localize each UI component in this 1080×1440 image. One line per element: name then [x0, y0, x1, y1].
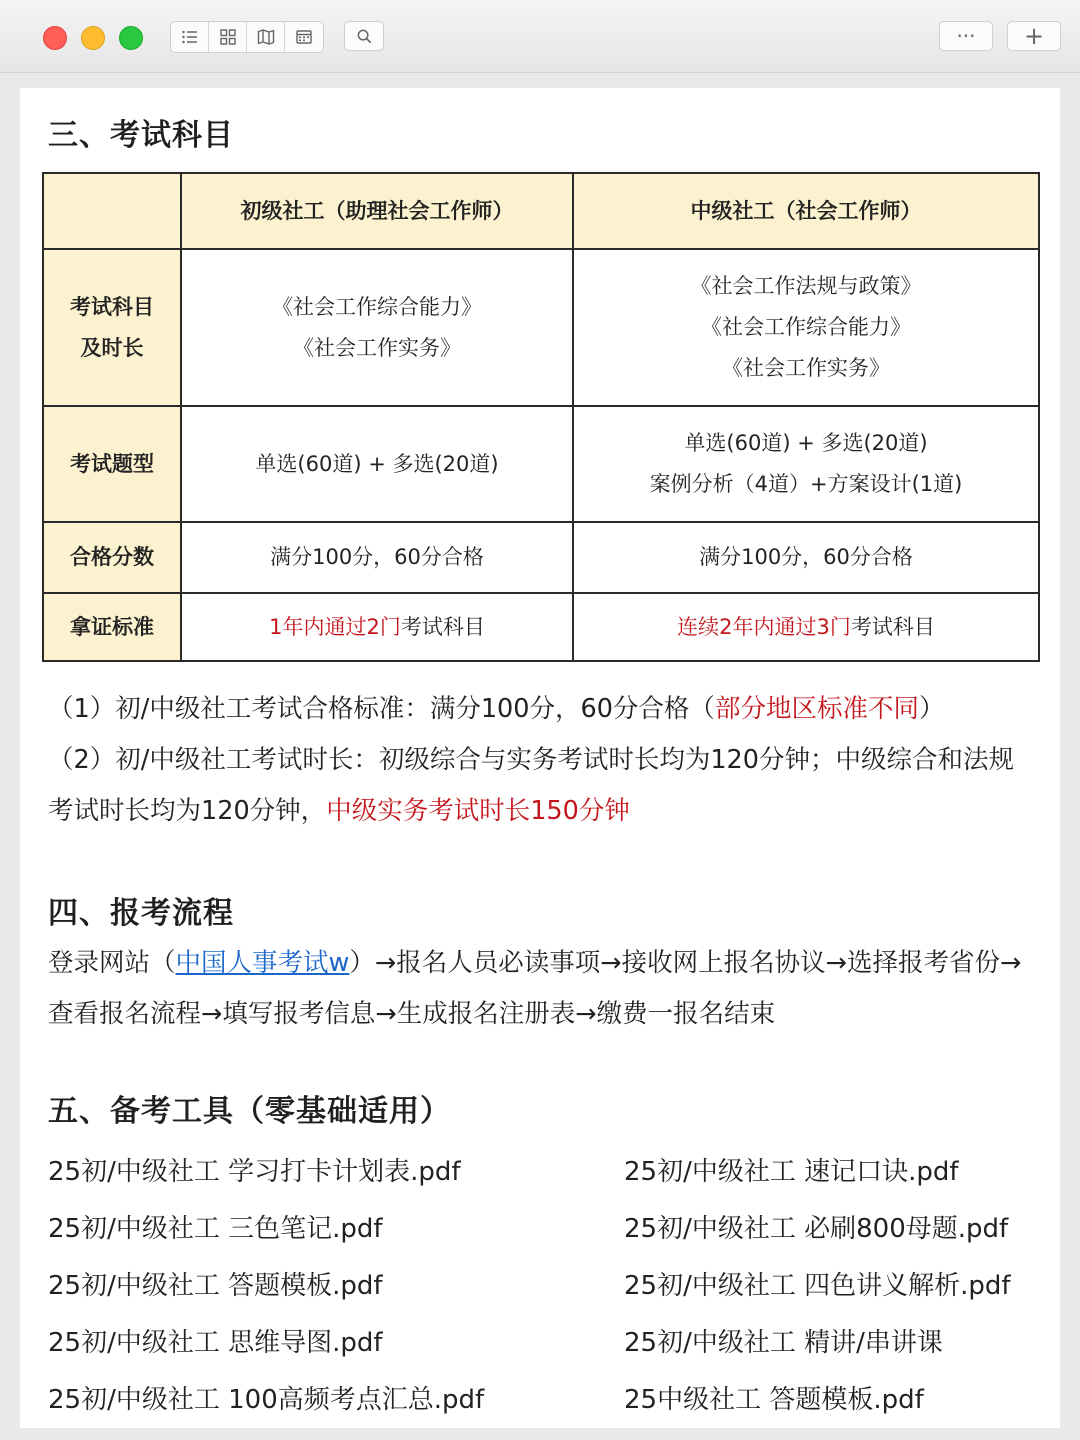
process-text: ）→报名人员必读事项→接收网上报名协议→选择报考省份→查看报名流程→填写报考信息→生成报名注册表→缴费一报名结束 — [48, 948, 1022, 1029]
list-item — [48, 1141, 1048, 1198]
cell-junior-subjects — [181, 249, 573, 406]
tool-file: 25初/中级社工 思维导图.pdf — [48, 1328, 383, 1358]
list-item — [48, 1198, 1048, 1255]
close-window-button[interactable] — [43, 26, 67, 50]
tool-file: 25初/中级社工 速记口诀.pdf — [624, 1157, 959, 1187]
list-view-button[interactable] — [171, 22, 209, 52]
list-item — [48, 1312, 1048, 1369]
registration-process-text — [48, 938, 1038, 1040]
tool-file: 25初/中级社工 必刷800母题.pdf — [624, 1214, 1009, 1244]
note-text: ） — [918, 694, 945, 724]
row-label-score: 合格分数 — [43, 522, 181, 593]
table-header-row — [43, 173, 1039, 249]
row-label-line: 考试科目 — [70, 294, 154, 319]
tool-file: 25初/中级社工 答题模板.pdf — [48, 1271, 383, 1301]
tool-file: 25初/中级社工 学习打卡计划表.pdf — [48, 1157, 461, 1187]
grid-view-button[interactable] — [209, 22, 247, 52]
exam-website-link[interactable]: 中国人事考试w — [175, 948, 350, 978]
section-4-title: 四、报考流程 — [48, 896, 234, 931]
exam-subjects-table — [42, 172, 1040, 662]
subject-name: 《社会工作实务》 — [722, 356, 890, 380]
cert-rest: 考试科目 — [850, 614, 935, 639]
row-label-subjects — [43, 249, 181, 406]
grid-icon — [219, 28, 237, 46]
view-toolbar-group — [170, 21, 324, 53]
note-highlight: 中级实务考试时长150分钟 — [326, 796, 630, 826]
tool-file: 25初/中级社工 三色笔记.pdf — [48, 1214, 383, 1244]
question-type: 单选(60道) + 多选(20道) — [684, 431, 928, 455]
cell-senior-types — [573, 406, 1039, 522]
cert-highlight: 1年内通过2门 — [269, 614, 401, 639]
section-5-title: 五、备考工具（零基础适用） — [48, 1094, 451, 1129]
list-item — [48, 1255, 1048, 1312]
row-label-cert: 拿证标准 — [43, 593, 181, 661]
zoom-window-button[interactable] — [119, 26, 143, 50]
cell-junior-cert — [181, 593, 573, 661]
cell-junior-types — [181, 406, 573, 522]
tool-file: 25初/中级社工 精讲/串讲课 — [624, 1328, 943, 1358]
cell-senior-score: 满分100分，60分合格 — [573, 522, 1039, 593]
note-highlight: 部分地区标准不同 — [714, 694, 919, 724]
table-row-subjects — [43, 249, 1039, 406]
table-row-types — [43, 406, 1039, 522]
cert-highlight: 连续2年内通过3门 — [677, 614, 851, 639]
subject-name: 《社会工作法规与政策》 — [690, 274, 922, 298]
row-label-types: 考试题型 — [43, 406, 181, 522]
document-page — [20, 88, 1060, 1428]
question-type: 单选(60道) + 多选(20道) — [255, 451, 499, 476]
calendar-view-button[interactable] — [285, 22, 323, 52]
note-passing-standard — [48, 684, 1038, 735]
row-label-line: 及时长 — [80, 335, 144, 360]
search-button[interactable] — [344, 21, 384, 51]
window-titlebar — [0, 0, 1080, 73]
subject-name: 《社会工作实务》 — [293, 335, 461, 360]
add-button[interactable] — [1007, 21, 1061, 51]
subject-name: 《社会工作综合能力》 — [701, 315, 911, 339]
minimize-window-button[interactable] — [81, 26, 105, 50]
section-3-title: 三、考试科目 — [48, 118, 234, 153]
search-icon — [356, 28, 373, 45]
tool-file: 25初/中级社工 100高频考点汇总.pdf — [48, 1385, 485, 1415]
subject-name: 《社会工作综合能力》 — [272, 294, 482, 319]
study-tools-list — [48, 1141, 1048, 1426]
cell-senior-cert — [573, 593, 1039, 661]
cell-junior-score: 满分100分，60分合格 — [181, 522, 573, 593]
tool-file: 25中级社工 答题模板.pdf — [624, 1385, 924, 1415]
cert-rest: 考试科目 — [400, 614, 485, 639]
table-header-senior: 中级社工（社会工作师） — [573, 173, 1039, 249]
list-icon — [181, 28, 199, 46]
tool-file: 25初/中级社工 四色讲义解析.pdf — [624, 1271, 1011, 1301]
map-view-button[interactable] — [247, 22, 285, 52]
plus-icon: + — [1023, 22, 1045, 50]
more-button[interactable] — [939, 21, 993, 51]
process-text: 登录网站（ — [48, 948, 176, 978]
note-exam-duration — [48, 735, 1038, 837]
table-row-score — [43, 522, 1039, 593]
note-text: （1）初/中级社工考试合格标准：满分100分，60分合格（ — [48, 694, 715, 724]
more-icon: ··· — [956, 24, 976, 48]
question-type: 案例分析（4道）+方案设计(1道) — [649, 472, 963, 496]
map-icon — [257, 28, 275, 46]
calendar-icon — [295, 28, 313, 46]
cell-senior-subjects — [573, 249, 1039, 406]
list-item — [48, 1369, 1048, 1426]
table-row-cert — [43, 593, 1039, 661]
table-header-empty — [43, 173, 181, 249]
table-header-junior: 初级社工（助理社会工作师） — [181, 173, 573, 249]
note-text: （2）初/中级社工考试时长：初级综合与实务考试时长均为120分钟；中级综合和法规考试时长均为120分钟， — [48, 745, 1014, 826]
